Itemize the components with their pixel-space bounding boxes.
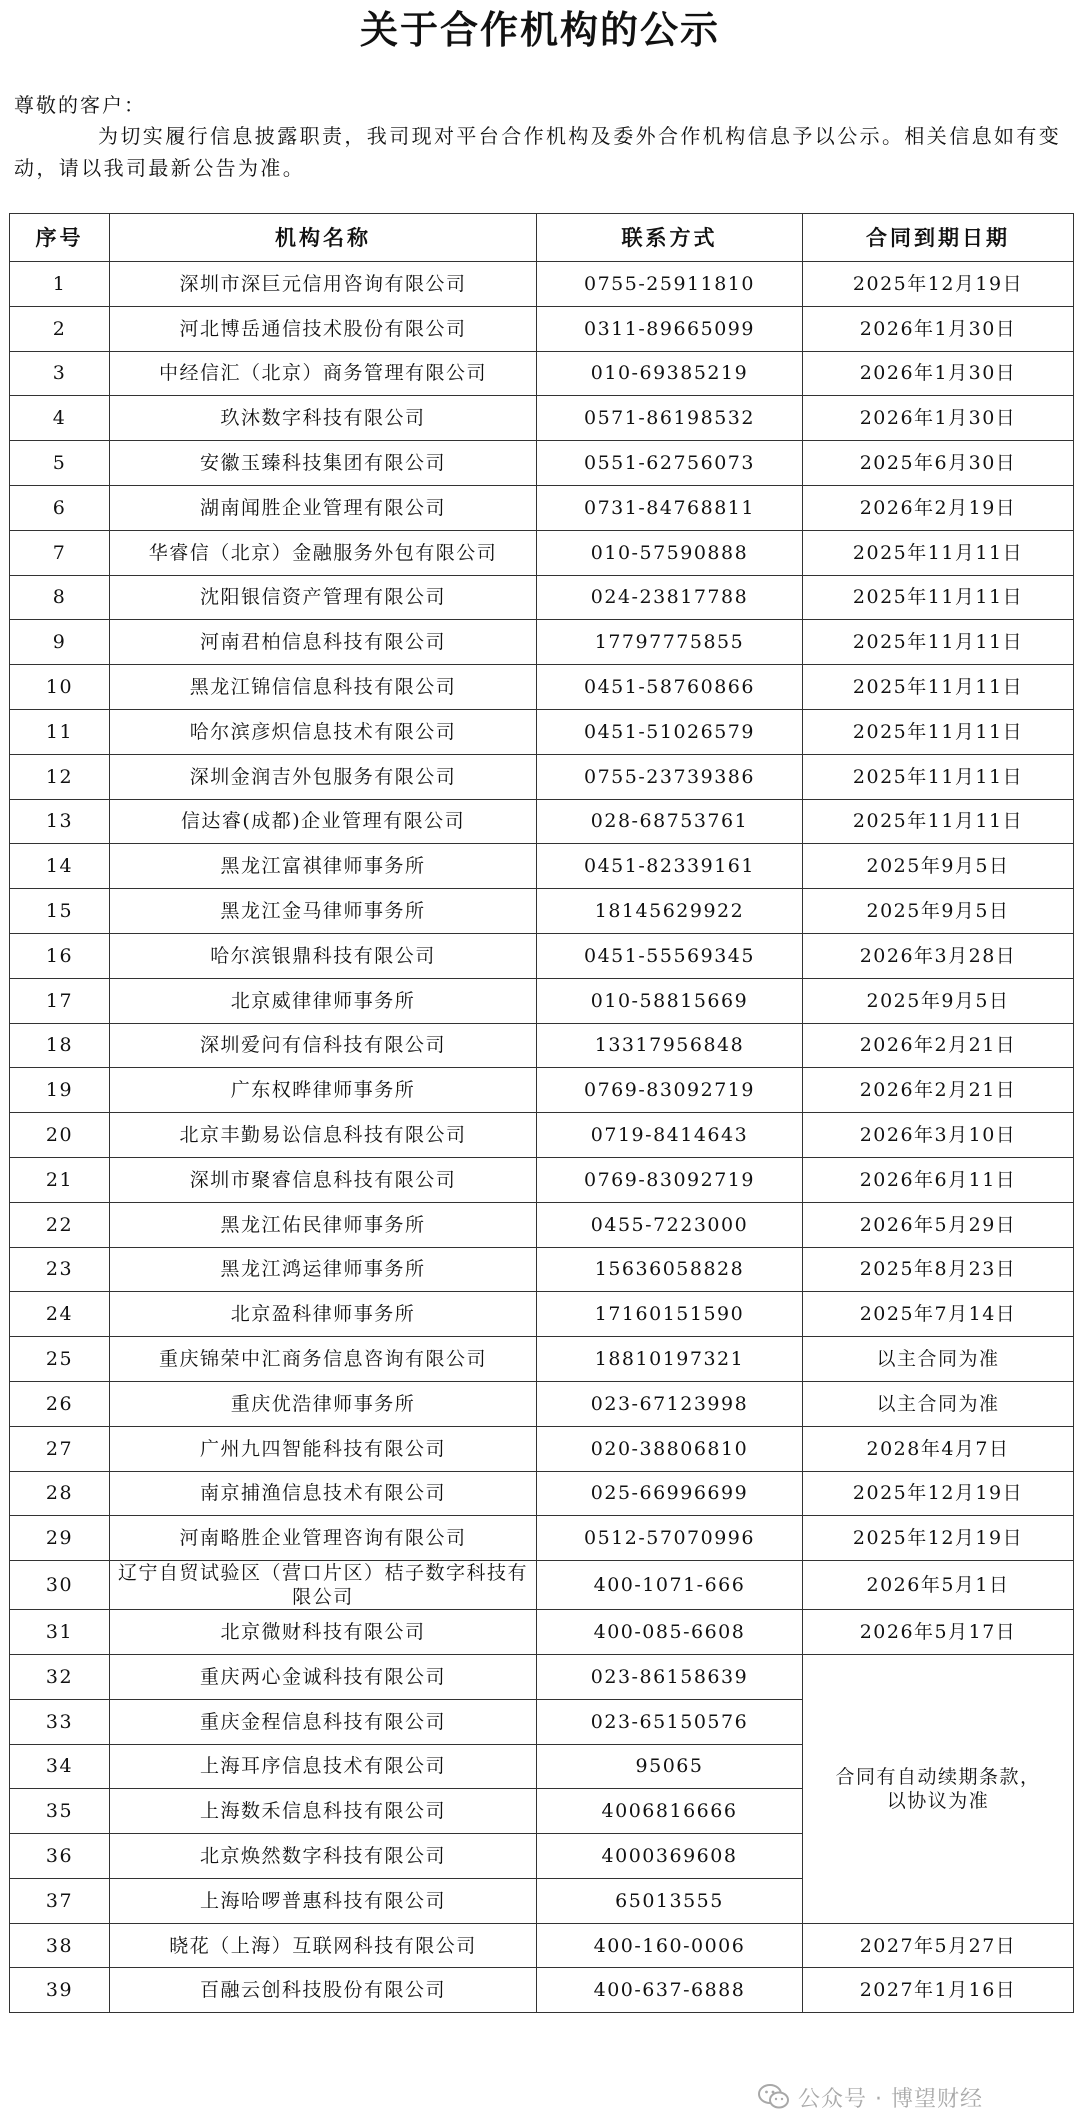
cell-phone: 023-86158639 — [537, 1654, 803, 1699]
table-row — [10, 1561, 1074, 1610]
cell-phone: 400-160-0006 — [537, 1923, 803, 1968]
cell-expiry: 2027年5月27日 — [803, 1923, 1074, 1968]
cell-no: 10 — [10, 665, 110, 710]
cell-expiry-merged — [803, 1654, 1074, 1923]
cell-no: 5 — [10, 441, 110, 486]
table-row — [10, 1381, 1074, 1426]
table-row — [10, 1068, 1074, 1113]
cell-expiry: 2026年1月30日 — [803, 396, 1074, 441]
header-expiry: 合同到期日期 — [803, 214, 1074, 262]
cell-name: 玖沐数字科技有限公司 — [110, 396, 537, 441]
cell-phone: 400-637-6888 — [537, 1968, 803, 2013]
table-header-row — [10, 214, 1074, 262]
table-row — [10, 1292, 1074, 1337]
cell-name: 北京微财科技有限公司 — [110, 1610, 537, 1655]
table-row — [10, 396, 1074, 441]
cell-phone: 17160151590 — [537, 1292, 803, 1337]
cell-name: 黑龙江金马律师事务所 — [110, 889, 537, 934]
cell-no: 32 — [10, 1654, 110, 1699]
cell-no: 24 — [10, 1292, 110, 1337]
table-row — [10, 799, 1074, 844]
cell-name: 哈尔滨银鼎科技有限公司 — [110, 933, 537, 978]
cell-no: 22 — [10, 1202, 110, 1247]
table-row — [10, 1247, 1074, 1292]
cell-name: 哈尔滨彦炽信息技术有限公司 — [110, 709, 537, 754]
cell-name: 深圳市深巨元信用咨询有限公司 — [110, 262, 537, 307]
cell-no: 36 — [10, 1834, 110, 1879]
cell-phone: 15636058828 — [537, 1247, 803, 1292]
table-row — [10, 1023, 1074, 1068]
partner-table — [9, 213, 1074, 2013]
cell-phone: 95065 — [537, 1744, 803, 1789]
cell-expiry: 2026年2月21日 — [803, 1068, 1074, 1113]
cell-no: 21 — [10, 1157, 110, 1202]
cell-expiry: 2026年3月28日 — [803, 933, 1074, 978]
table-row — [10, 441, 1074, 486]
cell-no: 29 — [10, 1516, 110, 1561]
cell-no: 39 — [10, 1968, 110, 2013]
cell-phone: 400-1071-666 — [537, 1561, 803, 1610]
cell-expiry: 2025年11月11日 — [803, 709, 1074, 754]
cell-expiry: 2026年5月17日 — [803, 1610, 1074, 1655]
table-row — [10, 351, 1074, 396]
cell-name: 深圳市聚睿信息科技有限公司 — [110, 1157, 537, 1202]
cell-expiry: 2026年1月30日 — [803, 306, 1074, 351]
table-row — [10, 485, 1074, 530]
table-row — [10, 1923, 1074, 1968]
cell-no: 8 — [10, 575, 110, 620]
table-row — [10, 709, 1074, 754]
cell-phone: 0769-83092719 — [537, 1068, 803, 1113]
cell-expiry: 2026年1月30日 — [803, 351, 1074, 396]
cell-no: 20 — [10, 1113, 110, 1158]
cell-phone: 0451-58760866 — [537, 665, 803, 710]
cell-name: 南京捕渔信息技术有限公司 — [110, 1471, 537, 1516]
cell-name: 北京焕然数字科技有限公司 — [110, 1834, 537, 1879]
cell-phone: 0551-62756073 — [537, 441, 803, 486]
table-row — [10, 1157, 1074, 1202]
cell-name: 沈阳银信资产管理有限公司 — [110, 575, 537, 620]
page-title: 关于合作机构的公示 — [359, 8, 720, 52]
cell-name: 深圳爱问有信科技有限公司 — [110, 1023, 537, 1068]
cell-phone: 65013555 — [537, 1878, 803, 1923]
merged-note-line: 以协议为准 — [886, 1789, 990, 1812]
cell-name: 重庆两心金诚科技有限公司 — [110, 1654, 537, 1699]
cell-expiry: 2026年6月11日 — [803, 1157, 1074, 1202]
cell-expiry: 2025年12月19日 — [803, 1516, 1074, 1561]
cell-name: 重庆金程信息科技有限公司 — [110, 1699, 537, 1744]
cell-phone: 0451-82339161 — [537, 844, 803, 889]
cell-name: 安徽玉臻科技集团有限公司 — [110, 441, 537, 486]
cell-no: 33 — [10, 1699, 110, 1744]
cell-phone: 023-65150576 — [537, 1699, 803, 1744]
cell-expiry: 2025年9月5日 — [803, 889, 1074, 934]
wechat-icon — [758, 2084, 790, 2110]
cell-phone: 023-67123998 — [537, 1381, 803, 1426]
table-row — [10, 978, 1074, 1023]
cell-phone: 0455-7223000 — [537, 1202, 803, 1247]
table-row — [10, 754, 1074, 799]
cell-no: 27 — [10, 1426, 110, 1471]
cell-name: 广东权晔律师事务所 — [110, 1068, 537, 1113]
intro-paragraph: 为切实履行信息披露职责，我司现对平台合作机构及委外合作机构信息予以公示。相关信息如有变动，请以我司最新公告为准。 — [14, 124, 1062, 180]
cell-expiry: 2025年11月11日 — [803, 799, 1074, 844]
cell-no: 25 — [10, 1337, 110, 1382]
cell-expiry: 2026年5月29日 — [803, 1202, 1074, 1247]
table-row — [10, 1113, 1074, 1158]
cell-phone: 18810197321 — [537, 1337, 803, 1382]
cell-name: 黑龙江鸿运律师事务所 — [110, 1247, 537, 1292]
cell-no: 1 — [10, 262, 110, 307]
cell-expiry: 2026年5月1日 — [803, 1561, 1074, 1610]
cell-phone: 0451-51026579 — [537, 709, 803, 754]
table-row — [10, 665, 1074, 710]
table-row — [10, 1968, 1074, 2013]
cell-expiry: 2028年4月7日 — [803, 1426, 1074, 1471]
cell-name: 黑龙江佑民律师事务所 — [110, 1202, 537, 1247]
merged-note-line: 合同有自动续期条款， — [835, 1765, 1041, 1788]
cell-no: 31 — [10, 1610, 110, 1655]
cell-phone: 025-66996699 — [537, 1471, 803, 1516]
cell-name: 广州九四智能科技有限公司 — [110, 1426, 537, 1471]
header-no: 序号 — [10, 214, 110, 262]
header-contact: 联系方式 — [537, 214, 803, 262]
cell-name: 晓花（上海）互联网科技有限公司 — [110, 1923, 537, 1968]
cell-phone: 0311-89665099 — [537, 306, 803, 351]
cell-name: 河北博岳通信技术股份有限公司 — [110, 306, 537, 351]
cell-phone: 0769-83092719 — [537, 1157, 803, 1202]
cell-expiry: 2025年12月19日 — [803, 1471, 1074, 1516]
cell-phone: 0571-86198532 — [537, 396, 803, 441]
salutation: 尊敬的客户： — [14, 93, 146, 117]
cell-expiry: 2025年11月11日 — [803, 530, 1074, 575]
cell-expiry: 2025年11月11日 — [803, 665, 1074, 710]
cell-phone: 020-38806810 — [537, 1426, 803, 1471]
cell-no: 7 — [10, 530, 110, 575]
table-row — [10, 1516, 1074, 1561]
cell-expiry: 2025年8月23日 — [803, 1247, 1074, 1292]
cell-name: 湖南闻胜企业管理有限公司 — [110, 485, 537, 530]
table-row — [10, 262, 1074, 307]
table-row — [10, 844, 1074, 889]
cell-expiry: 2025年9月5日 — [803, 844, 1074, 889]
cell-phone: 13317956848 — [537, 1023, 803, 1068]
cell-no: 4 — [10, 396, 110, 441]
cell-name: 华睿信（北京）金融服务外包有限公司 — [110, 530, 537, 575]
cell-expiry: 2025年11月11日 — [803, 620, 1074, 665]
cell-name: 深圳金润吉外包服务有限公司 — [110, 754, 537, 799]
cell-name: 北京盈科律师事务所 — [110, 1292, 537, 1337]
table-row — [10, 306, 1074, 351]
cell-expiry: 2025年6月30日 — [803, 441, 1074, 486]
cell-no: 37 — [10, 1878, 110, 1923]
cell-name: 中经信汇（北京）商务管理有限公司 — [110, 351, 537, 396]
cell-no: 28 — [10, 1471, 110, 1516]
cell-no: 17 — [10, 978, 110, 1023]
cell-expiry: 2026年2月19日 — [803, 485, 1074, 530]
cell-phone: 0731-84768811 — [537, 485, 803, 530]
cell-no: 35 — [10, 1789, 110, 1834]
cell-expiry: 2026年3月10日 — [803, 1113, 1074, 1158]
cell-no: 9 — [10, 620, 110, 665]
cell-name: 黑龙江锦信信息科技有限公司 — [110, 665, 537, 710]
cell-no: 13 — [10, 799, 110, 844]
cell-name: 上海哈啰普惠科技有限公司 — [110, 1878, 537, 1923]
cell-name: 北京威律律师事务所 — [110, 978, 537, 1023]
table-row — [10, 1471, 1074, 1516]
cell-no: 14 — [10, 844, 110, 889]
cell-no: 12 — [10, 754, 110, 799]
cell-expiry: 2025年11月11日 — [803, 754, 1074, 799]
table-row — [10, 933, 1074, 978]
cell-phone: 010-69385219 — [537, 351, 803, 396]
cell-no: 19 — [10, 1068, 110, 1113]
cell-phone: 0512-57070996 — [537, 1516, 803, 1561]
cell-name: 上海耳序信息技术有限公司 — [110, 1744, 537, 1789]
cell-phone: 0451-55569345 — [537, 933, 803, 978]
table-row — [10, 1610, 1074, 1655]
table-row — [10, 1426, 1074, 1471]
table-body — [10, 262, 1074, 2013]
cell-no: 3 — [10, 351, 110, 396]
table-row — [10, 620, 1074, 665]
cell-no: 34 — [10, 1744, 110, 1789]
cell-expiry: 2025年12月19日 — [803, 262, 1074, 307]
cell-no: 30 — [10, 1561, 110, 1610]
cell-phone: 17797775855 — [537, 620, 803, 665]
cell-name: 黑龙江富祺律师事务所 — [110, 844, 537, 889]
cell-no: 38 — [10, 1923, 110, 1968]
cell-phone: 400-085-6608 — [537, 1610, 803, 1655]
cell-phone: 4000369608 — [537, 1834, 803, 1879]
cell-name: 重庆锦荣中汇商务信息咨询有限公司 — [110, 1337, 537, 1382]
cell-no: 15 — [10, 889, 110, 934]
cell-phone: 028-68753761 — [537, 799, 803, 844]
cell-phone: 0755-23739386 — [537, 754, 803, 799]
cell-phone: 010-58815669 — [537, 978, 803, 1023]
cell-name: 重庆优浩律师事务所 — [110, 1381, 537, 1426]
cell-no: 18 — [10, 1023, 110, 1068]
cell-expiry: 2025年7月14日 — [803, 1292, 1074, 1337]
cell-no: 2 — [10, 306, 110, 351]
cell-expiry: 2026年2月21日 — [803, 1023, 1074, 1068]
cell-name: 河南略胜企业管理咨询有限公司 — [110, 1516, 537, 1561]
table-row — [10, 1202, 1074, 1247]
header-name: 机构名称 — [110, 214, 537, 262]
cell-phone: 0719-8414643 — [537, 1113, 803, 1158]
cell-name: 河南君柏信息科技有限公司 — [110, 620, 537, 665]
table-row — [10, 1337, 1074, 1382]
cell-no: 6 — [10, 485, 110, 530]
cell-no: 26 — [10, 1381, 110, 1426]
cell-phone: 0755-25911810 — [537, 262, 803, 307]
cell-phone: 024-23817788 — [537, 575, 803, 620]
cell-no: 23 — [10, 1247, 110, 1292]
cell-expiry: 以主合同为准 — [803, 1337, 1074, 1382]
cell-name: 信达睿(成都)企业管理有限公司 — [110, 799, 537, 844]
cell-expiry: 2025年11月11日 — [803, 575, 1074, 620]
table-row — [10, 575, 1074, 620]
cell-name: 北京丰勤易讼信息科技有限公司 — [110, 1113, 537, 1158]
cell-phone: 4006816666 — [537, 1789, 803, 1834]
watermark-text: 公众号 · 博望财经 — [798, 2086, 983, 2112]
table-row — [10, 1654, 1074, 1699]
cell-expiry: 以主合同为准 — [803, 1381, 1074, 1426]
cell-name: 百融云创科技股份有限公司 — [110, 1968, 537, 2013]
cell-no: 11 — [10, 709, 110, 754]
cell-phone: 010-57590888 — [537, 530, 803, 575]
watermark — [758, 2080, 983, 2114]
cell-no: 16 — [10, 933, 110, 978]
table-row — [10, 889, 1074, 934]
cell-expiry: 2025年9月5日 — [803, 978, 1074, 1023]
table-row — [10, 530, 1074, 575]
cell-expiry: 2027年1月16日 — [803, 1968, 1074, 2013]
cell-name: 上海数禾信息科技有限公司 — [110, 1789, 537, 1834]
cell-name: 辽宁自贸试验区（营口片区）桔子数字科技有限公司 — [110, 1561, 537, 1610]
cell-phone: 18145629922 — [537, 889, 803, 934]
